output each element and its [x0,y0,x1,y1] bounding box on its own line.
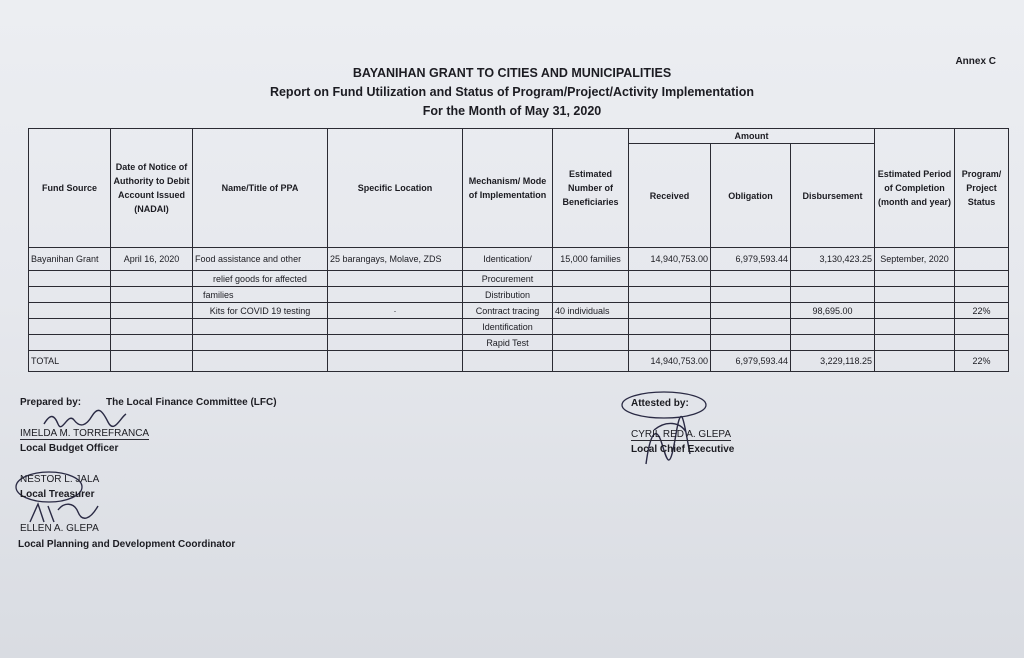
header-fund-source: Fund Source [29,129,111,248]
cell-ppa [193,335,328,351]
cell-status [955,287,1009,303]
cell-mechanism: Procurement [463,271,553,287]
total-obligation: 6,979,593.44 [711,351,791,372]
cell-obligation [711,335,791,351]
total-status: 22% [955,351,1009,372]
header-obligation: Obligation [711,144,791,248]
cell-beneficiaries [553,271,629,287]
cell-status: 22% [955,303,1009,319]
cell-status [955,335,1009,351]
cell-completion: September, 2020 [875,248,955,271]
cell-status [955,248,1009,271]
cell-fund-source [29,303,111,319]
attester-name: CYRIL RED A. GLEPA [631,429,732,440]
cell-received [629,303,711,319]
cell-fund-source: Bayanihan Grant [29,248,111,271]
report-period: For the Month of May 31, 2020 [422,104,602,118]
cell-beneficiaries [553,319,629,335]
cell-disbursement: 98,695.00 [791,303,875,319]
cell-completion [875,303,955,319]
cell-ppa [193,319,328,335]
attester-title: Local Chief Executive [631,444,735,455]
cell-fund-source [29,319,111,335]
cell-obligation [711,303,791,319]
header-received: Received [629,144,711,248]
cell-fund-source [29,287,111,303]
header-status: Program/ Project Status [955,129,1009,248]
total-disbursement: 3,229,118.25 [791,351,875,372]
prepared-by-label: Prepared by: [20,397,82,408]
table-row [29,319,1009,335]
table-row [29,303,1009,319]
header-completion: Estimated Period of Completion (month and year) [875,129,955,248]
cell-received [629,335,711,351]
cell-obligation: 6,979,593.44 [711,248,791,271]
committee-name: The Local Finance Committee (LFC) [106,397,277,408]
fund-utilization-table [28,128,1009,372]
cell-beneficiaries: 15,000 families [553,248,629,271]
cell-nadai [111,303,193,319]
cell-location [328,335,463,351]
cell-obligation [711,319,791,335]
header-nadai: Date of Notice of Authority to Debit Account Issued (NADAI) [111,129,193,248]
total-empty-cell [875,351,955,372]
cell-mechanism: Identification [463,319,553,335]
cell-received [629,287,711,303]
total-row [29,351,1009,372]
table-row [29,271,1009,287]
cell-disbursement [791,287,875,303]
cell-location [328,271,463,287]
cell-received [629,271,711,287]
cell-status [955,271,1009,287]
cell-obligation [711,287,791,303]
cell-received: 14,940,753.00 [629,248,711,271]
preparer1-name: IMELDA M. TORREFRANCA [20,428,150,439]
cell-fund-source [29,271,111,287]
cell-nadai [111,271,193,287]
report-subtitle: Report on Fund Utilization and Status of Program/Project/Activity Implementation [269,85,755,99]
preparer3-title: Local Planning and Development Coordinator [18,539,236,550]
cell-mechanism: Distribution [463,287,553,303]
cell-status [955,319,1009,335]
cell-nadai [111,335,193,351]
total-empty-cell [193,351,328,372]
table-row [29,335,1009,351]
header-location: Specific Location [328,129,463,248]
cell-ppa: relief goods for affected [193,271,328,287]
cell-disbursement: 3,130,423.25 [791,248,875,271]
cell-location: · [328,303,463,319]
preparer2-title: Local Treasurer [20,489,95,500]
cell-beneficiaries: 40 individuals [553,303,629,319]
cell-mechanism: Identication/ [463,248,553,271]
cell-disbursement [791,319,875,335]
report-title: BAYANIHAN GRANT TO CITIES AND MUNICIPALITIES [352,66,672,80]
cell-ppa: families [193,287,328,303]
cell-fund-source [29,335,111,351]
cell-disbursement [791,271,875,287]
attested-by-label: Attested by: [631,398,689,409]
header-amount: Amount [629,129,875,144]
cell-mechanism: Contract tracing [463,303,553,319]
preparer3-name: ELLEN A. GLEPA [20,523,99,534]
table-row [29,248,1009,271]
header-mechanism: Mechanism/ Mode of Implementation [463,129,553,248]
preparer1-title: Local Budget Officer [20,443,119,454]
cell-disbursement [791,335,875,351]
cell-location [328,287,463,303]
cell-beneficiaries [553,287,629,303]
cell-location [328,319,463,335]
total-empty-cell [553,351,629,372]
preparer2-name: NESTOR L. JALA [20,474,100,485]
cell-completion [875,319,955,335]
total-empty-cell [328,351,463,372]
total-received: 14,940,753.00 [629,351,711,372]
cell-nadai [111,319,193,335]
table-row [29,287,1009,303]
header-beneficiaries: Estimated Number of Beneficiaries [553,129,629,248]
cell-completion [875,335,955,351]
cell-received [629,319,711,335]
cell-nadai [111,287,193,303]
cell-ppa: Food assistance and other [193,248,328,271]
cell-nadai: April 16, 2020 [111,248,193,271]
total-empty-cell [111,351,193,372]
cell-obligation [711,271,791,287]
header-ppa: Name/Title of PPA [193,129,328,248]
cell-completion [875,287,955,303]
total-empty-cell [463,351,553,372]
annex-label: Annex C [955,56,996,67]
cell-ppa: Kits for COVID 19 testing [193,303,328,319]
cell-mechanism: Rapid Test [463,335,553,351]
header-disbursement: Disbursement [791,144,875,248]
cell-location: 25 barangays, Molave, ZDS [328,248,463,271]
cell-beneficiaries [553,335,629,351]
cell-completion [875,271,955,287]
total-label: TOTAL [29,351,111,372]
